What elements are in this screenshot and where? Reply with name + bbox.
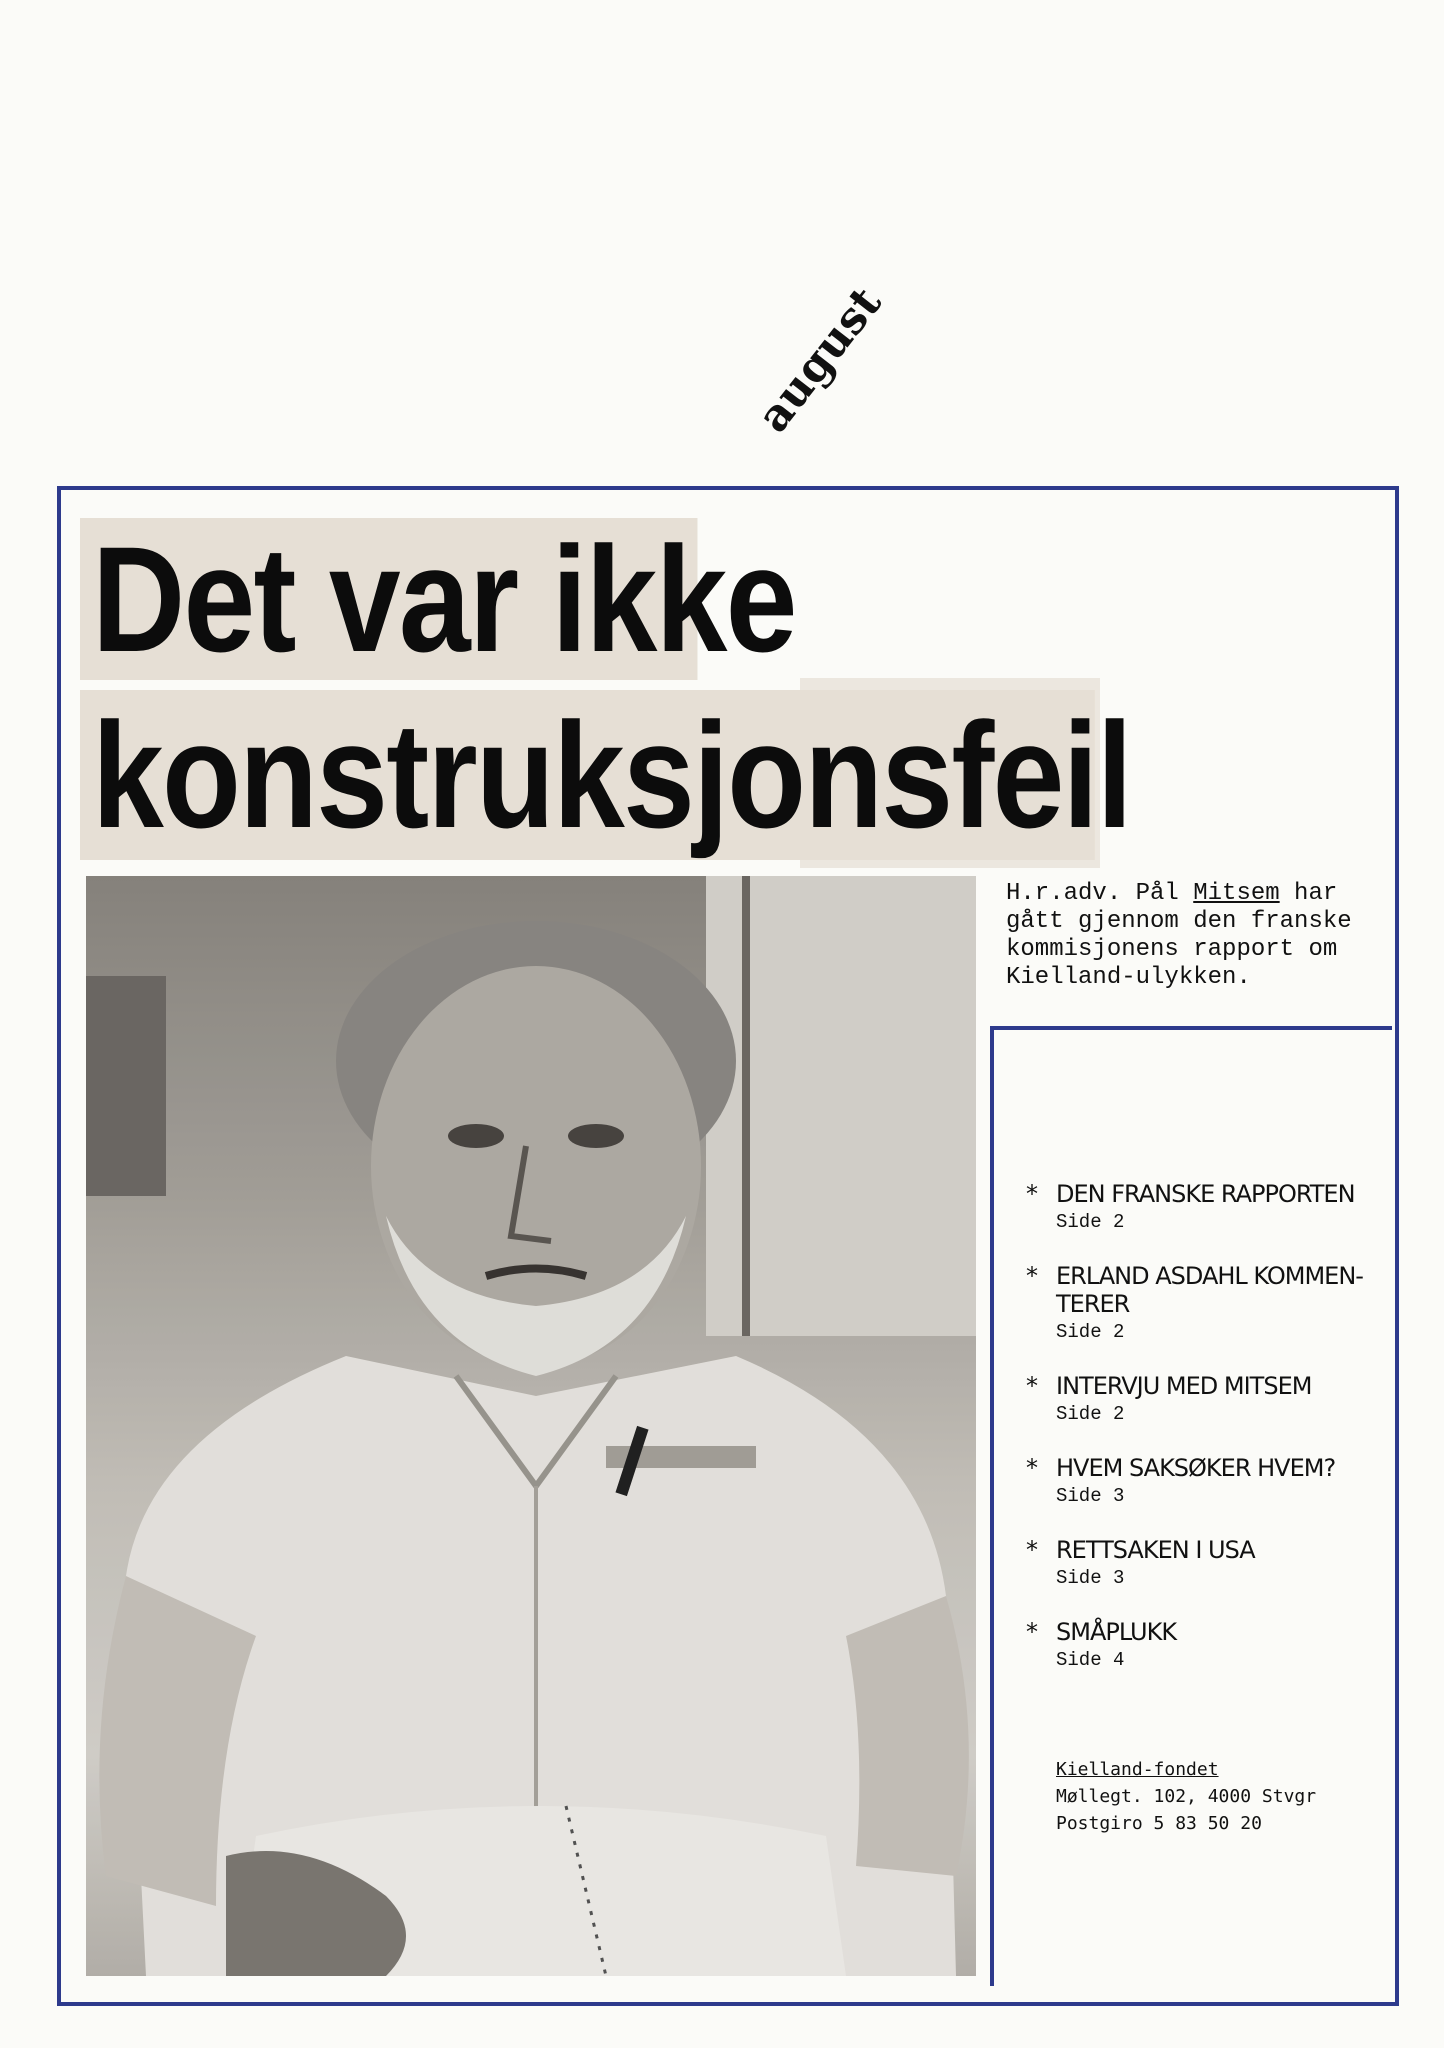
toc-item[interactable] (1026, 1618, 1386, 1674)
toc-item-page: Side 2 (1056, 1403, 1125, 1425)
toc-item-title: SMÅPLUKK (1056, 1618, 1177, 1646)
organization-name: Kielland-fondet (1056, 1759, 1219, 1780)
toc-item-page: Side 4 (1056, 1649, 1125, 1671)
portrait-photo (86, 876, 976, 1976)
toc-item-title: RETTSAKEN I USA (1056, 1536, 1255, 1564)
bullet-star-icon: * (1026, 1372, 1037, 1400)
person-name: Mitsem (1193, 880, 1280, 907)
toc-item-page: Side 2 (1056, 1211, 1125, 1233)
toc-item-title: HVEM SAKSØKER HVEM? (1056, 1454, 1336, 1482)
toc-item-page: Side 3 (1056, 1567, 1125, 1589)
bullet-star-icon: * (1026, 1618, 1037, 1646)
photo-caption: H.r.adv. Pål Mitsem har gått gjennom den franske kommisjonens rapport om Kielland-ulykken. (1006, 880, 1352, 991)
headline (80, 515, 1131, 870)
bullet-star-icon: * (1026, 1262, 1037, 1290)
bullet-star-icon: * (1026, 1536, 1037, 1564)
organization-address: Møllegt. 102, 4000 Stvgr (1056, 1786, 1317, 1807)
masthead-logo: august (747, 277, 892, 442)
toc-item[interactable] (1026, 1372, 1386, 1428)
contact-block (1056, 1756, 1316, 1837)
toc-item-title: DEN FRANSKE RAPPORTEN (1056, 1180, 1355, 1208)
table-of-contents (1026, 1180, 1386, 1700)
bullet-star-icon: * (1026, 1180, 1037, 1208)
postgiro-number: Postgiro 5 83 50 20 (1056, 1813, 1262, 1834)
toc-item[interactable] (1026, 1180, 1386, 1236)
toc-item[interactable] (1026, 1536, 1386, 1592)
toc-item-page: Side 3 (1056, 1485, 1125, 1507)
bullet-star-icon: * (1026, 1454, 1037, 1482)
toc-item-page: Side 2 (1056, 1321, 1125, 1343)
headline-line-1: Det var ikke (80, 518, 697, 680)
toc-item[interactable] (1026, 1262, 1386, 1346)
headline-line-2: konstruksjonsfeil (80, 690, 1095, 860)
toc-item-title: INTERVJU MED MITSEM (1056, 1372, 1312, 1400)
toc-item[interactable] (1026, 1454, 1386, 1510)
toc-item-title: ERLAND ASDAHL KOMMEN- TERER (1056, 1262, 1363, 1318)
portrait-illustration (86, 876, 976, 1976)
